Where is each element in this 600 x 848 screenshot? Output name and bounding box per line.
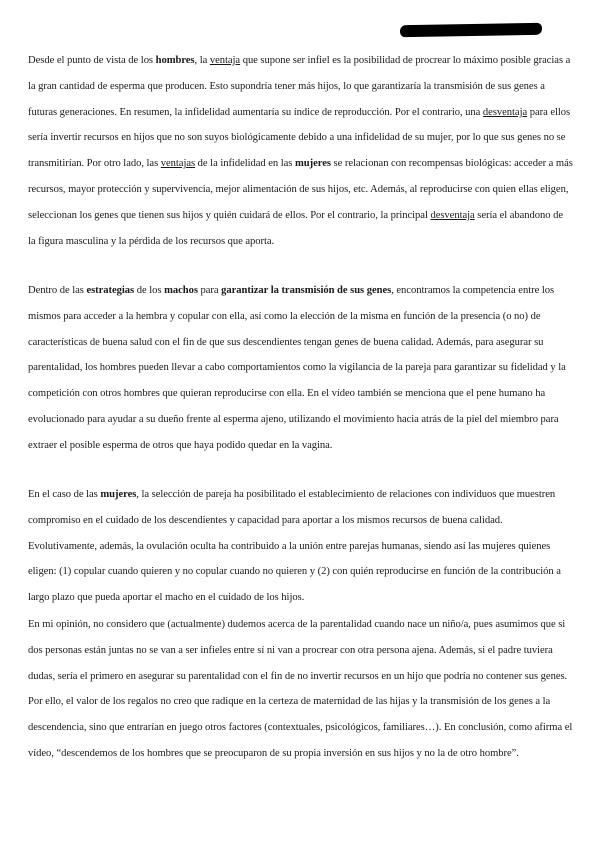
text-run: de los [134,285,165,296]
bold-text: hombres [155,55,195,66]
bold-text: garantizar la transmisión de sus genes [221,285,392,296]
text-run: En el caso de las [28,489,101,500]
paragraph-1 [28,48,573,254]
bold-text: machos [164,285,198,296]
text-run: para [197,285,222,296]
text-run: sería el abandono de la figura masculina y la pérdida de los recursos que aporta. [28,209,564,247]
text-run: que supone ser infiel es la posibilidad de procrear lo máximo posible gracias a la gran cantidad de esperma que producen. Esto supondría tener más hijos, lo que garantizaría la transmisión de sus genes a futuras generaciones. En resumen, la infidelidad aumentaría su índice de reproducción. Por el contrario, una [28,55,571,118]
bold-text: mujeres [100,489,137,500]
underlined-text: ventaja [209,55,241,66]
text-run: , encontramos la competencia entre los mismos para acceder a la hembra y copular con ella, así como la elección de la misma en función de la presencia (o no) de características de buena salud con el fin de que sus descendientes tengan genes de buena calidad. Además, para asegurar su parentalidad, los hombres pueden llevar a cabo comportamientos como la vigilancia de la pareja para garantizar su fidelidad y la competición con otros hombres que quieran reproducirse con ella. En el vídeo también se menciona que el pene humano ha evolucionado para ayudar a su dueño frente al esperma ajeno, utilizando el movimiento hacia atrás de la piel del miembro para extraer el posible esperma de otros que haya podido quedar en la vagina. [28,285,566,451]
text-run: , la selección de pareja ha posibilitado el establecimiento de relaciones con individuos que muestren compromiso en el cuidado de los descendientes y capacidad para aportar a los mismos recursos de buena calidad. Evolutivamente, además, la ovulación oculta ha contribuido a la unión entre parejas humanas, siendo así las mujeres quienes eligen: (1) copular cuando quieren y no copular cuando no quieren y (2) con quién reproducirse en función de la contribución a largo plazo que pueda aportar el macho en el cuidado de los hijos. [28,489,561,604]
underlined-text: desventaja [430,209,475,221]
text-run: Dentro de las [28,285,87,296]
text-run: de la infidelidad en las [195,158,295,170]
redaction-mark [400,23,542,37]
paragraph-2 [28,278,573,459]
text-run: En mi opinión, no considero que (actualmente) dudemos acerca de la parentalidad cuando nace un niño/a, pues asumimos que si dos personas están juntas no se van a ser infieles entre sí ni van a procrear con otra persona ajena. Además, si el padre tuviera dudas, sería el primero en asegurar su parentalidad con el fin de no invertir recursos en un hijo que podría no contener sus genes. Por ello, el valor de los regalos no creo que radique en la certeza de maternidad de las hijas y la transmisión de los genes a la descendencia, sino que entrarían en juego otros factores (contextuales, psicológicos, familiares…). En conclusión, como afirma el vídeo, “descendemos de los hombres que se preocuparon de su propia inversión en sus hijos y no la de otro hombre”. [28,619,573,759]
paragraph-4 [28,612,573,767]
underlined-text: desventaja [482,106,528,118]
text-run: para ellos sería invertir recursos en hijos que no son suyos biológicamente debido a una infidelidad de su mujer, por lo que sus genes no se transmitirían. Por otro lado, las [28,106,571,170]
underlined-text: ventajas [160,158,196,170]
paragraph-3 [28,482,573,611]
text-run: se relacionan con recompensas biológicas: acceder a más recursos, mayor protección y supervivencia, mejor alimentación de sus hijos, etc. Además, al reproducirse con quien ellas eligen, seleccionan los genes que tienen sus hijos y quién cuidará de ellos. Por el contrario, la principal [28,158,573,221]
text-run: , la [194,55,210,66]
text-run: Desde el punto de vista de los [28,55,156,66]
bold-text: estrategias [86,285,135,296]
bold-text: mujeres [294,158,331,170]
